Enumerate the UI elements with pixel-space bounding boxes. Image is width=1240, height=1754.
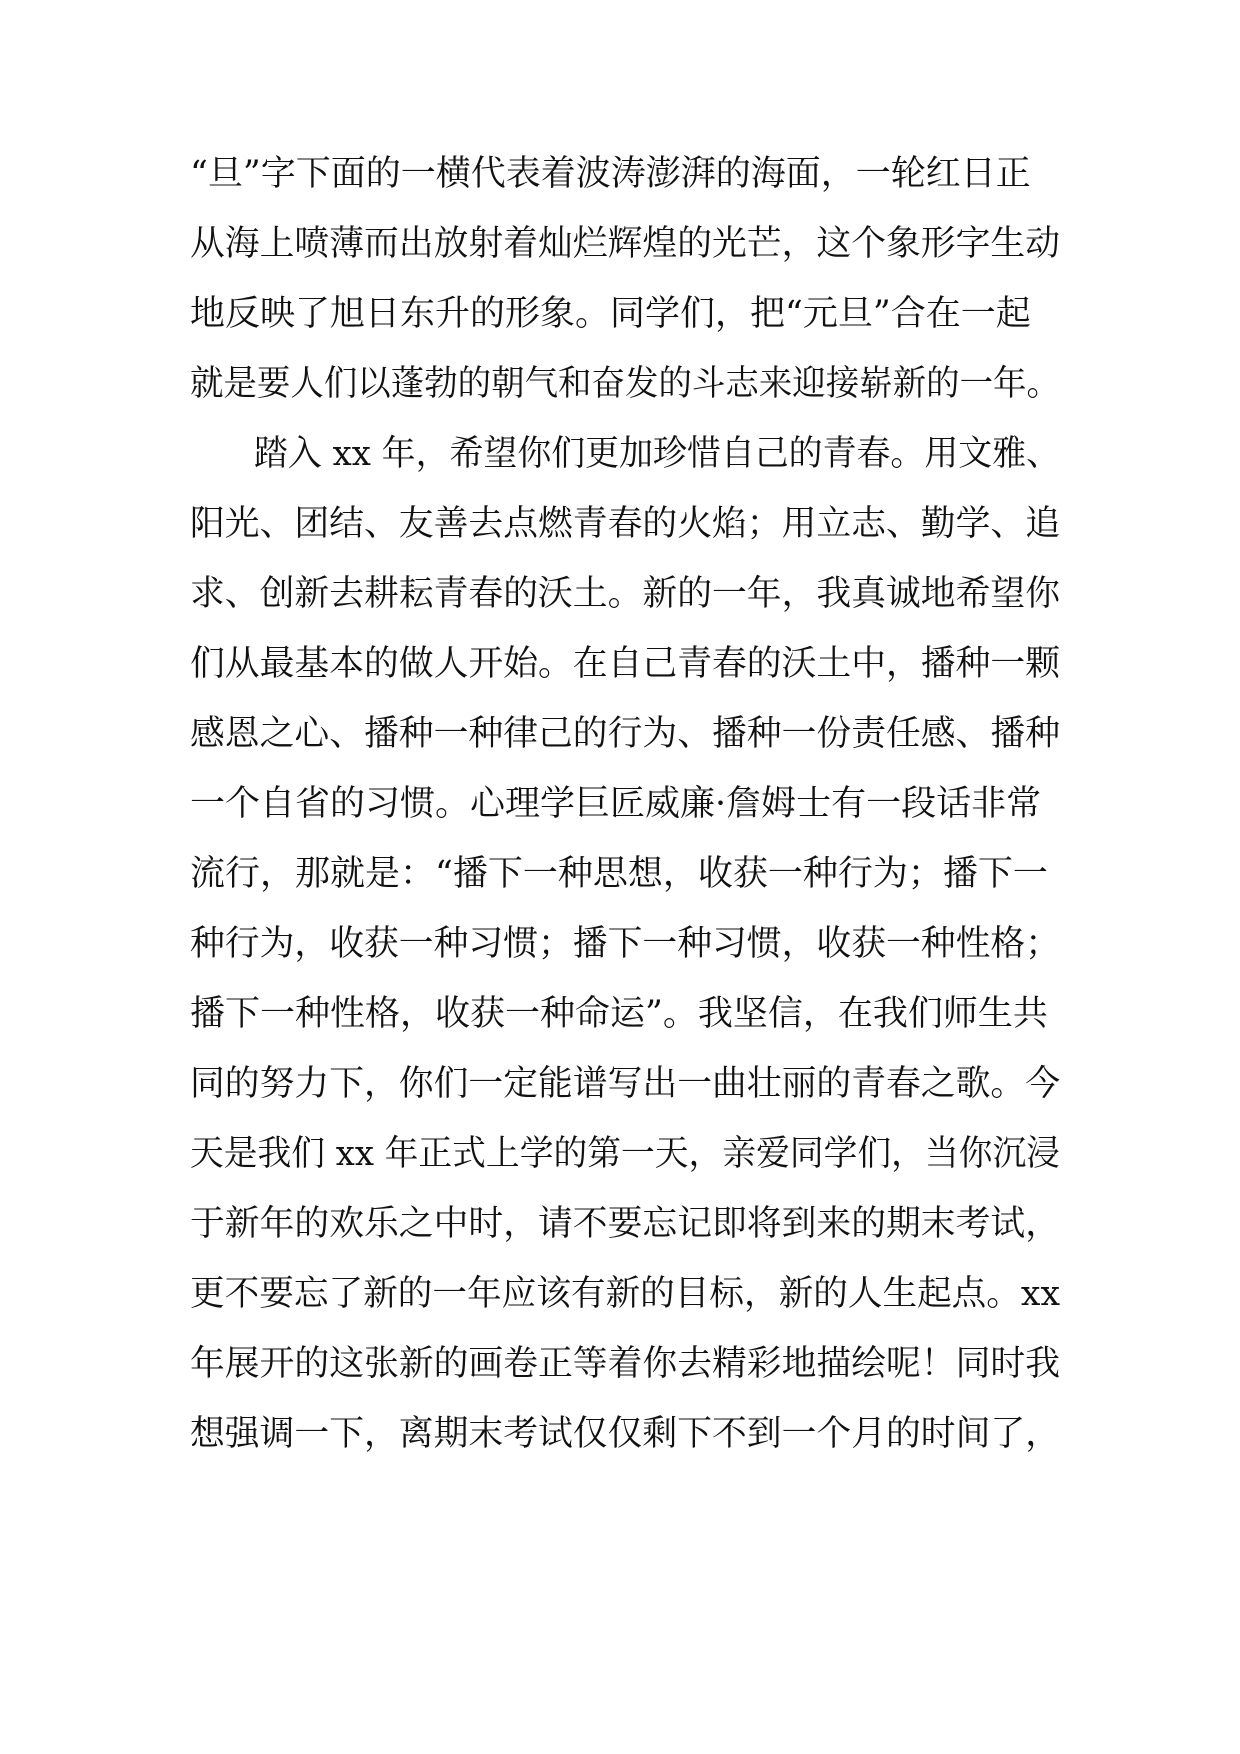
text-line-10: 一个自省的习惯。心理学巨匠威廉·詹姆士有一段话非常 xyxy=(190,784,1042,824)
text-line-3: 地反映了旭日东升的形象。同学们，把“元旦”合在一起 xyxy=(190,294,1031,334)
text-line-17: 更不要忘了新的一年应该有新的目标，新的人生起点。xx xyxy=(190,1274,1060,1314)
text-line-19: 想强调一下，离期末考试仅仅剩下不到一个月的时间了， xyxy=(190,1414,1061,1454)
text-line-7: 求、创新去耕耘青春的沃土。新的一年，我真诚地希望你 xyxy=(190,574,1061,614)
text-line-9: 感恩之心、播种一种律己的行为、播种一份责任感、播种 xyxy=(190,714,1061,754)
text-line-8: 们从最基本的做人开始。在自己青春的沃土中，播种一颗 xyxy=(190,644,1061,684)
text-line-18: 年展开的这张新的画卷正等着你去精彩地描绘呢！同时我 xyxy=(190,1344,1061,1384)
text-line-15: 天是我们 xx 年正式上学的第一天，亲爱同学们，当你沉浸 xyxy=(190,1134,1060,1174)
text-line-6: 阳光、团结、友善去点燃青春的火焰；用立志、勤学、追 xyxy=(190,504,1061,544)
text-line-13: 播下一种性格，收获一种命运”。我坚信，在我们师生共 xyxy=(190,994,1048,1034)
text-line-1: “旦”字下面的一横代表着波涛澎湃的海面，一轮红日正 xyxy=(190,154,1031,194)
text-line-16: 于新年的欢乐之中时，请不要忘记即将到来的期末考试， xyxy=(190,1204,1061,1244)
text-line-11: 流行，那就是：“播下一种思想，收获一种行为；播下一 xyxy=(190,854,1048,894)
text-line-5-paragraph-start: 踏入 xx 年，希望你们更加珍惜自己的青春。用文雅、 xyxy=(254,434,1061,474)
text-line-12: 种行为，收获一种习惯；播下一种习惯，收获一种性格； xyxy=(190,924,1061,964)
text-line-2: 从海上喷薄而出放射着灿烂辉煌的光芒，这个象形字生动 xyxy=(190,224,1061,264)
text-line-4: 就是要人们以蓬勃的朝气和奋发的斗志来迎接崭新的一年。 xyxy=(190,364,1060,404)
text-line-14: 同的努力下，你们一定能谱写出一曲壮丽的青春之歌。今 xyxy=(190,1064,1061,1104)
